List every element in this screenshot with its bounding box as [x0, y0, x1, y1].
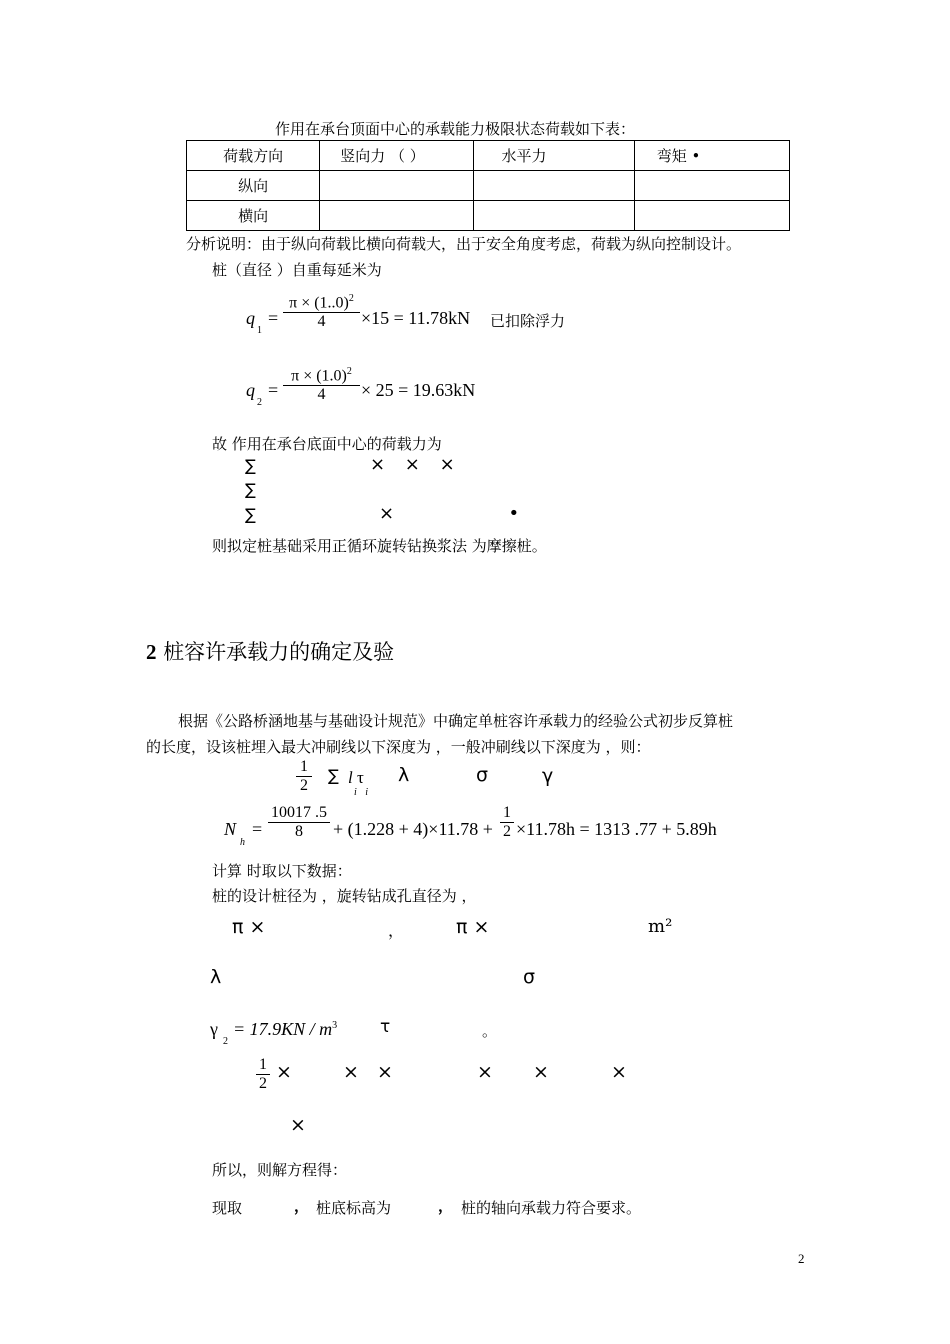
fraction — [283, 293, 360, 331]
table-caption: 作用在承台顶面中心的承载能力极限状态荷载如下表： — [275, 120, 636, 138]
fraction-numerator: 1 — [300, 758, 308, 775]
gamma-symbol: γ — [210, 1019, 218, 1039]
times-symbol: × — [276, 1061, 292, 1083]
load-table — [186, 140, 790, 231]
equals-sign: = — [268, 380, 279, 400]
fraction-numerator: 1 — [503, 804, 511, 821]
formula-var: q — [246, 380, 255, 400]
fraction-numerator: 10017 .5 — [271, 804, 327, 821]
pi-expression: π × — [232, 916, 266, 938]
table-cell: 纵向 — [187, 171, 320, 201]
result-text: 现取 — [212, 1199, 243, 1217]
times-symbol: × — [343, 1061, 359, 1083]
formula-sub: 2 — [223, 1036, 228, 1047]
fraction-half — [296, 758, 312, 795]
table-header-row — [187, 141, 790, 171]
page-number: 2 — [798, 1251, 805, 1266]
times-symbol: × — [290, 1114, 306, 1136]
formula-mid: + (1.228 + 4)×11.78 + — [333, 819, 493, 839]
gamma-symbol: γ — [542, 765, 554, 787]
section-title: 桩容许承载力的确定及验 — [163, 640, 395, 664]
formula-rest: = $17.9KN / m^3$ — [233, 1019, 338, 1039]
lambda-symbol: λ — [398, 764, 410, 786]
section-heading — [146, 636, 394, 666]
table-header-cell: 弯矩 • — [634, 141, 789, 171]
paragraph-line: 的长度，设该桩埋入最大冲刷线以下深度为 ，一般冲刷线以下深度为 ，则： — [146, 738, 651, 756]
fraction-denominator: 8 — [295, 823, 303, 840]
times-symbol: × — [611, 1061, 627, 1083]
table-row — [187, 171, 790, 201]
result-text: 桩底标高为 — [316, 1199, 392, 1217]
table-cell — [473, 201, 634, 231]
sum-line — [245, 480, 256, 499]
result-comma: ， — [438, 1197, 454, 1215]
formula-var: N — [224, 819, 237, 839]
fraction-numerator: $\pi \times (1..0)^2$ — [289, 293, 354, 312]
table-row — [187, 201, 790, 231]
sum-line — [245, 505, 256, 524]
fraction-denominator: 2 — [300, 777, 308, 794]
fraction-half — [256, 1056, 270, 1093]
solve-line: 所以，则解方程得： — [212, 1161, 348, 1179]
table-cell: 横向 — [187, 201, 320, 231]
times-symbol: × — [377, 1061, 393, 1083]
pile-weight-intro: 桩（直径 ）自重每延米为 — [212, 261, 382, 279]
equals-sign: = — [252, 819, 263, 839]
table-header-cell: 竖向力 （ ） — [320, 141, 473, 171]
times-symbol: × — [533, 1061, 549, 1083]
sigma-symbol: ∑ — [245, 456, 256, 475]
sigma-symbol: ∑ — [328, 766, 339, 785]
sigma-symbol: ∑ — [245, 505, 256, 524]
result-text: 桩的轴向承载力符合要求。 — [461, 1199, 642, 1217]
paragraph-line: 根据《公路桥涵地基与基础设计规范》中确定单桩容许承载力的经验公式初步反算桩 — [178, 712, 734, 730]
formula-rest: ×15 = 11.78kN — [361, 308, 471, 328]
sum-line — [245, 456, 256, 475]
formula-rest: ×11.78h = 1313 .77 + 5.89h — [516, 819, 717, 839]
fraction — [283, 366, 360, 404]
pile-method: 则拟定桩基础采用正循环旋转钻换浆法 为摩擦桩。 — [212, 537, 547, 555]
sigma-symbol: ∑ — [245, 480, 256, 499]
table-cell — [320, 171, 473, 201]
formula-note: 已扣除浮力 — [490, 312, 566, 330]
unit-label: m² — [648, 916, 673, 937]
fraction-denominator: 2 — [259, 1075, 267, 1092]
pi-expression: π × — [456, 916, 490, 938]
sum-line-rest: × × × — [370, 454, 455, 475]
table-cell — [473, 171, 634, 201]
analysis-text: 分析说明：由于纵向荷载比横向荷载大，出于安全角度考虑，荷载为纵向控制设计。 — [186, 235, 742, 253]
calc-intro: 计算 时取以下数据： — [212, 862, 352, 880]
fraction-half — [500, 804, 514, 841]
equals-sign: = — [268, 308, 279, 328]
lambda-symbol: λ — [210, 966, 222, 988]
comma: ， — [388, 921, 405, 940]
formula-var: q — [246, 308, 255, 328]
tau-symbol: τ — [357, 768, 364, 787]
formula-var: l — [348, 768, 353, 787]
sum-line-rest: × • — [379, 503, 520, 524]
fraction-denominator: 2 — [503, 823, 511, 840]
table-cell — [634, 171, 789, 201]
sigma-lower-symbol: σ — [476, 764, 489, 786]
fraction-numerator: 1 — [259, 1056, 267, 1073]
formula-rest: × 25 = 19.63kN — [361, 380, 476, 400]
result-comma: ， — [294, 1197, 310, 1215]
sum-intro: 故 作用在承台底面中心的荷载力为 — [212, 435, 442, 453]
period-mark: 。 — [482, 1022, 498, 1040]
diam-line: 桩的设计桩径为 ，旋转钻成孔直径为 ， — [212, 887, 477, 905]
formula-sub: 1 — [257, 325, 262, 336]
formula-sub: h — [240, 837, 245, 848]
formula-sub: i i — [354, 787, 369, 798]
section-number: 2 — [146, 640, 157, 664]
formula-sub: 2 — [257, 397, 262, 408]
fraction — [268, 804, 330, 841]
table-cell — [320, 201, 473, 231]
sigma-lower-symbol: σ — [523, 966, 536, 988]
times-symbol: × — [477, 1061, 493, 1083]
fraction-numerator: $\pi \times (1.0)^2$ — [291, 366, 352, 385]
fraction-denominator: 4 — [317, 386, 326, 404]
fraction-denominator: 4 — [317, 313, 326, 331]
table-header-cell: 水平力 — [473, 141, 634, 171]
table-cell — [634, 201, 789, 231]
tau-symbol: τ — [380, 1017, 391, 1037]
table-header-cell: 荷载方向 — [187, 141, 320, 171]
